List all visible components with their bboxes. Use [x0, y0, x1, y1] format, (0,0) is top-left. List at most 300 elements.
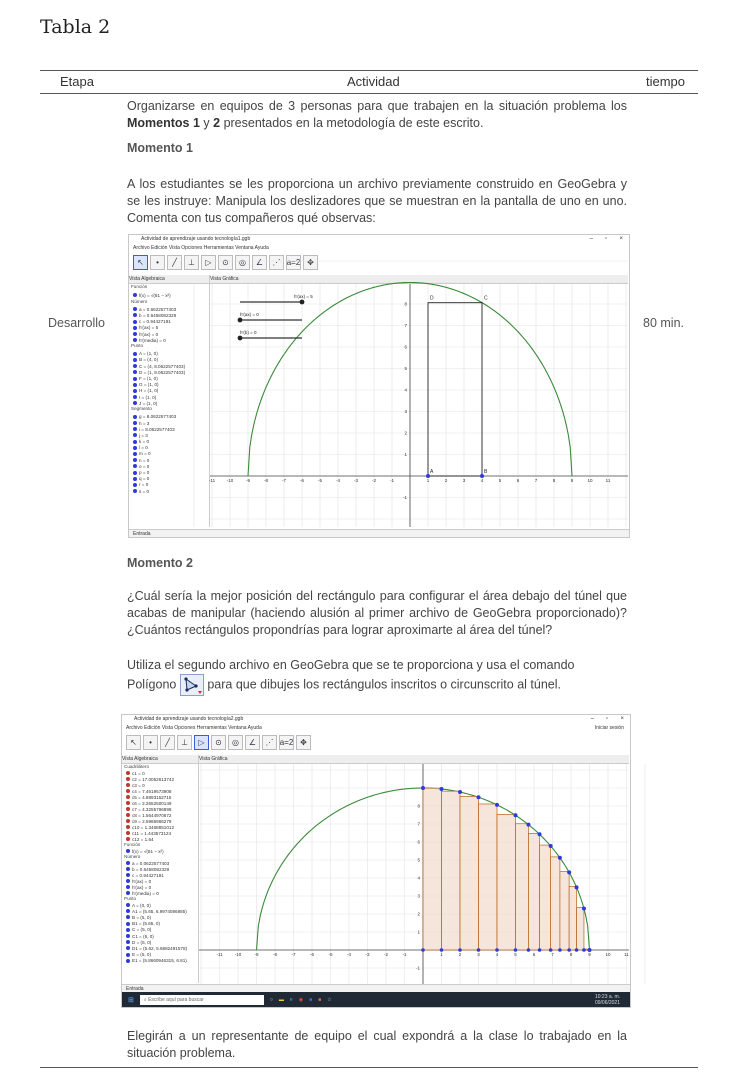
algebra-item[interactable]: c10 = 1.3468851012 [122, 824, 198, 830]
visibility-dot-icon[interactable] [133, 427, 137, 431]
y-tick-label: -1 [402, 495, 407, 500]
intro-paragraph: Organizarse en equipos de 3 personas para que trabajen en la situación problema los Momentos 1 y 2 presentados en la metodología de este escrito. [127, 99, 627, 130]
x-tick-label: 1 [426, 478, 430, 483]
x-tick-label: 11 [605, 478, 611, 483]
visibility-dot-icon[interactable] [126, 946, 130, 950]
taskbar-search[interactable]: ⌕ Escribe aquí para buscar [140, 995, 264, 1005]
visibility-dot-icon[interactable] [133, 313, 137, 317]
algebra-item[interactable]: k = 0 [129, 439, 209, 445]
geogebra-screenshot-1 [128, 234, 630, 538]
curve-point [440, 787, 444, 791]
visibility-dot-icon[interactable] [126, 795, 130, 799]
x-tick-label: -7 [281, 478, 287, 483]
algebra-item[interactable]: h'(ax) = 0 [129, 331, 209, 337]
visibility-dot-icon[interactable] [126, 777, 130, 781]
rectangle-abcd [428, 303, 482, 476]
word-icon[interactable]: ■ [309, 996, 313, 1003]
y-tick-label: 8 [417, 803, 420, 809]
visibility-dot-icon[interactable] [133, 307, 137, 311]
geogebra-screenshot-2 [121, 714, 631, 1008]
angle-tool-icon[interactable]: ∠ [245, 735, 260, 750]
curve-point [526, 823, 530, 827]
algebra-item[interactable]: A = (0, 0) [122, 902, 198, 908]
slider-handle [238, 318, 243, 323]
x-tick-label: 9 [570, 478, 574, 483]
menu-bar[interactable]: Archivo Edición Vista Opciones Herramientas Ventana Ayuda [133, 245, 269, 251]
visibility-dot-icon[interactable] [126, 940, 130, 944]
y-tick-label: 3 [404, 409, 407, 414]
line-tool-icon[interactable]: ╱ [160, 735, 175, 750]
algebra-item[interactable]: C1 = (6, 0) [122, 933, 198, 939]
visibility-dot-icon[interactable] [133, 389, 137, 393]
algebra-item[interactable]: b = 0.6458082329 [129, 312, 209, 318]
axis-point [495, 948, 499, 952]
y-tick-label: 7 [404, 323, 407, 328]
toolbar [129, 252, 629, 272]
algebra-item[interactable]: o = 0 [129, 463, 209, 469]
x-tick-label: 3 [462, 478, 466, 483]
move-view-tool-icon[interactable]: ✥ [303, 255, 318, 270]
visibility-dot-icon[interactable] [126, 934, 130, 938]
visibility-dot-icon[interactable] [126, 885, 130, 889]
algebra-item[interactable]: c8 = 1.5644970672 [122, 812, 198, 818]
x-tick-label: -3 [353, 478, 359, 483]
algebra-item[interactable]: D = (1, 8.0622577403) [129, 369, 209, 375]
inscribed-rectangle [442, 791, 461, 950]
x-tick-label: -6 [309, 952, 315, 957]
visibility-dot-icon[interactable] [133, 370, 137, 374]
x-tick-label: -9 [254, 952, 259, 957]
algebra-item[interactable]: c6 = 2.2652500149 [122, 800, 198, 806]
momento1-heading: Momento 1 [127, 141, 193, 155]
line-tool-icon[interactable]: ╱ [167, 255, 182, 270]
x-tick-label: -10 [226, 478, 234, 483]
x-tick-label: -6 [299, 478, 305, 483]
algebra-item[interactable]: c = 0.94427191 [129, 319, 209, 325]
window-titlebar-2 [122, 715, 630, 724]
algebra-item[interactable]: h'(ax) = 5 [129, 325, 209, 331]
x-tick-label: -11 [216, 952, 223, 957]
close-icon[interactable]: × [619, 236, 623, 242]
move-view-tool-icon[interactable]: ✥ [296, 735, 311, 750]
visibility-dot-icon[interactable] [133, 477, 137, 481]
y-tick-label: -1 [415, 965, 420, 971]
algebra-item[interactable]: s = 0 [129, 488, 209, 494]
visibility-dot-icon[interactable] [133, 433, 137, 437]
axis-point [558, 948, 562, 952]
algebra-item[interactable]: j = 3 [129, 432, 209, 438]
y-tick-label: 6 [404, 344, 407, 350]
curve-point [558, 856, 562, 860]
visibility-dot-icon[interactable] [133, 489, 137, 493]
x-tick-label: -3 [365, 952, 370, 957]
visibility-dot-icon[interactable] [126, 922, 130, 926]
algebra-item[interactable]: a = 0.0622577403 [122, 860, 198, 866]
x-tick-label: 11 [624, 952, 629, 957]
visibility-dot-icon[interactable] [126, 819, 130, 823]
input-bar-2[interactable]: Entrada [122, 984, 630, 992]
algebra-item[interactable]: C = (5, 0) [122, 927, 198, 933]
header-time: tiempo [646, 74, 686, 89]
graphics-view-1[interactable] [210, 284, 628, 527]
x-tick-label: 10 [587, 478, 593, 483]
group-numero: Número [131, 298, 148, 304]
algebra-item[interactable]: i = 8.0622577403 [129, 426, 209, 432]
algebra-item[interactable]: n = 0 [129, 457, 209, 463]
login-link[interactable]: Iniciar sesión [594, 725, 624, 731]
algebra-item[interactable]: p = 0 [129, 469, 209, 475]
curve-point [575, 885, 579, 889]
axis-point [421, 948, 425, 952]
curve-point [495, 803, 499, 807]
algebra-item[interactable]: E = (5, 0) [122, 952, 198, 958]
header-stage: Etapa [60, 74, 94, 89]
curve-point [477, 795, 481, 799]
algebra-item[interactable]: a = 0.6622577403 [129, 306, 209, 312]
move-tool-icon[interactable]: ↖ [126, 735, 141, 750]
edge-icon[interactable]: e [289, 996, 293, 1003]
y-tick-label: 5 [404, 366, 407, 371]
algebra-item[interactable]: I = (1, 0) [129, 394, 209, 400]
point-label: C [484, 295, 488, 302]
inscribed-rectangle [460, 796, 479, 950]
algebra-item[interactable]: q = 0 [129, 476, 209, 482]
algebra-panel-title: Vista Algebraica [129, 275, 209, 284]
momento2-heading: Momento 2 [127, 556, 193, 570]
algebra-item[interactable]: B = (5, 0) [122, 914, 198, 920]
search-icon: ⌕ [143, 996, 147, 1003]
visibility-dot-icon[interactable] [133, 458, 137, 462]
stage-cell: Desarrollo [48, 316, 105, 330]
visibility-dot-icon[interactable] [133, 421, 137, 425]
task-view-icon[interactable]: ○ [269, 996, 273, 1003]
visibility-dot-icon[interactable] [126, 789, 130, 793]
algebra-item[interactable]: H = (1, 0) [129, 388, 209, 394]
point-label: B [484, 469, 488, 475]
minimize-icon[interactable]: – [589, 236, 593, 242]
x-tick-label: 9 [588, 952, 591, 957]
inscribed-rectangle [423, 788, 442, 950]
x-tick-label: 5 [498, 478, 502, 483]
group-numero-2: Número [124, 854, 141, 859]
algebra-item[interactable]: h'(ax) = 0 [122, 884, 198, 890]
x-tick-label: 6 [532, 952, 536, 957]
y-tick-label: 3 [417, 893, 420, 899]
slider-label: h'(ax) = 5 [294, 294, 313, 299]
chrome-icon[interactable]: ◉ [298, 996, 304, 1003]
angle-tool-icon[interactable]: ∠ [252, 255, 267, 270]
y-tick-label: 2 [417, 911, 420, 917]
minimize-icon[interactable]: – [590, 716, 594, 722]
y-tick-label: 8 [404, 301, 407, 307]
inscribed-rectangle [560, 871, 569, 950]
x-tick-label: 7 [534, 478, 538, 483]
closing-paragraph: Elegirán a un representante de equipo el cual expondrá a la clase lo trabajado en la situación problema. [127, 1029, 627, 1060]
visibility-dot-icon[interactable] [133, 383, 137, 387]
slider-tool-icon[interactable]: a=2 [279, 735, 294, 750]
visibility-dot-icon[interactable] [133, 332, 137, 336]
momento2-question: ¿Cuál sería la mejor posición del rectángulo para configurar el área debajo del túnel que acabas de manipular (haciendo alusión al primer archivo de GeoGebra proporcionado)? ¿Cuántos rectángulos propondrías para lograr aproximarte al área del túnel? [127, 589, 627, 637]
reflect-tool-icon[interactable]: ⋰ [262, 735, 277, 750]
function-item-2[interactable]: f(x) = √(81 − x²) [122, 848, 198, 854]
inscribed-rectangle [528, 833, 539, 950]
visibility-dot-icon[interactable] [133, 377, 137, 381]
time-cell: 80 min. [643, 316, 684, 330]
perpendicular-tool-icon[interactable]: ⊥ [184, 255, 199, 270]
visibility-dot-icon[interactable] [126, 831, 130, 835]
visibility-dot-icon[interactable] [133, 483, 137, 487]
header-activity: Actividad [347, 74, 400, 89]
x-tick-label: -1 [402, 952, 407, 957]
polygon-tool-icon[interactable]: ▷ [201, 255, 216, 270]
visibility-dot-icon[interactable] [133, 452, 137, 456]
x-tick-label: 7 [551, 952, 554, 957]
axis-point [514, 948, 518, 952]
table-header-rule [40, 93, 698, 94]
curve-point [582, 907, 586, 911]
input-bar[interactable]: Entrada [129, 529, 629, 537]
move-tool-icon[interactable]: ↖ [133, 255, 148, 270]
algebra-item[interactable]: c1 = 0 [122, 770, 198, 776]
visibility-dot-icon[interactable] [126, 825, 130, 829]
x-tick-label: -11 [208, 478, 216, 483]
visibility-dot-icon[interactable] [126, 771, 130, 775]
visibility-dot-icon[interactable] [126, 801, 130, 805]
x-tick-label: -10 [234, 952, 242, 957]
group-segmento: Segmento [131, 406, 152, 412]
graphics-panel-title: Vista Gráfica [210, 275, 628, 284]
window-title: Actividad de aprendizaje usando tecnología1.ggb [141, 236, 251, 242]
visibility-dot-icon[interactable] [126, 915, 130, 919]
visibility-dot-icon[interactable] [133, 352, 137, 356]
algebra-item[interactable]: c3 = 0 [122, 782, 198, 788]
algebra-view [129, 275, 210, 527]
visibility-dot-icon[interactable] [126, 879, 130, 883]
function-item[interactable]: f(x) = √(81 − x²) [129, 291, 209, 298]
inscribed-rectangle [516, 824, 529, 950]
x-tick-label: -2 [383, 952, 389, 957]
algebra-item[interactable]: c4 = 7.4619573908 [122, 788, 198, 794]
visibility-dot-icon[interactable] [126, 807, 130, 811]
graphics-panel-title-2: Vista Gráfica [199, 755, 629, 764]
visibility-dot-icon[interactable] [126, 813, 130, 817]
maximize-icon[interactable]: ▫ [604, 236, 607, 242]
momento2-instruction: Utiliza el segundo archivo en GeoGebra que se te proporciona y usa el comando Polígono para que dibujes los rectángulos inscritos o circunscrito al túnel. [127, 657, 627, 696]
menu-bar-2[interactable]: Archivo Edición Vista Opciones Herramientas Ventana Ayuda Iniciar sesión [126, 725, 624, 731]
visibility-dot-icon[interactable] [126, 903, 130, 907]
visibility-dot-icon[interactable] [126, 909, 130, 913]
algebra-item[interactable]: G = (1, 0) [129, 382, 209, 388]
axis-point [440, 948, 444, 952]
visibility-dot-icon[interactable] [133, 464, 137, 468]
taskbar-clock[interactable]: 10:23 a. m. 09/06/2021 [594, 993, 620, 1006]
y-tick-label: 1 [417, 929, 420, 935]
polygon-command-icon [180, 674, 204, 696]
point-tool-icon[interactable]: • [150, 255, 165, 270]
ellipse-tool-icon[interactable]: ◎ [235, 255, 250, 270]
algebra-panel-title-2: Vista Algebraica [122, 755, 198, 764]
axis-point [567, 948, 571, 952]
x-tick-label: 3 [477, 952, 480, 957]
axis-point [549, 948, 553, 952]
algebra-item[interactable]: c12 = 1.64 [122, 836, 198, 842]
algebra-item[interactable]: c2 = 17.0052613742 [122, 776, 198, 782]
maximize-icon[interactable]: ▫ [605, 716, 608, 722]
algebra-item[interactable]: C = (4, 8.0622577403) [129, 363, 209, 369]
curve-point [549, 844, 553, 848]
x-tick-label: -8 [263, 478, 269, 483]
visibility-dot-icon[interactable] [133, 358, 137, 362]
table-title: Tabla 2 [40, 16, 111, 38]
x-tick-label: -5 [317, 478, 323, 483]
x-tick-label: -9 [245, 478, 251, 483]
algebra-item[interactable]: E1 = (5.8660946315, 6.81) [122, 958, 198, 964]
inscribed-rectangle [569, 886, 576, 950]
algebra-item[interactable]: A = (1, 0) [129, 351, 209, 357]
x-tick-label: -8 [272, 952, 278, 957]
visibility-dot-icon[interactable] [133, 401, 137, 405]
x-tick-label: 8 [552, 478, 556, 483]
algebra-item[interactable]: l = 0 [129, 445, 209, 451]
slider-label: h'(ax) = 0 [240, 312, 259, 317]
x-tick-label: -5 [328, 952, 333, 957]
x-tick-label: 8 [569, 952, 573, 957]
x-tick-label: -7 [291, 952, 296, 957]
visibility-dot-icon[interactable] [133, 338, 137, 342]
visibility-dot-icon[interactable] [126, 867, 130, 871]
point-label: A [430, 469, 434, 475]
x-tick-label: 2 [458, 952, 462, 957]
visibility-dot-icon[interactable] [133, 440, 137, 444]
visibility-dot-icon[interactable] [126, 783, 130, 787]
group-funcion: Función [131, 284, 148, 289]
axis-point [575, 948, 579, 952]
algebra-item[interactable]: D = (5, 0) [122, 939, 198, 945]
inscribed-rectangle [497, 814, 516, 950]
visibility-dot-icon[interactable] [126, 861, 130, 865]
algebra-item[interactable]: c7 = 4.3255796898 [122, 806, 198, 812]
momento1-text: A los estudiantes se les proporciona un archivo previamente construido en GeoGebra y se les instruye: Manipula los deslizadores que se muestran en la pantalla de uno en uno. Comenta con tus compañeros qué observas: [127, 177, 627, 225]
toolbar-2 [122, 732, 630, 752]
y-tick-label: 6 [417, 839, 420, 845]
circle-tool-icon[interactable]: ⊙ [211, 735, 226, 750]
visibility-dot-icon[interactable] [126, 891, 130, 895]
slider-tool-icon[interactable]: a=2 [286, 255, 301, 270]
table-top-rule [40, 70, 698, 71]
algebra-item[interactable]: B = (4, 0) [129, 357, 209, 363]
file-explorer-icon[interactable]: ▬ [278, 996, 284, 1003]
slider-handle [238, 336, 243, 341]
algebra-item[interactable]: r = 0 [129, 482, 209, 488]
visibility-dot-icon[interactable] [126, 959, 130, 963]
algebra-item[interactable]: c = 0.94427191 [122, 872, 198, 878]
curve-point [421, 786, 425, 790]
visibility-dot-icon[interactable] [126, 837, 130, 841]
axis-point [477, 948, 481, 952]
visibility-dot-icon[interactable] [133, 364, 137, 368]
curve-point [567, 870, 571, 874]
polygon-tool-icon[interactable]: ▷ [194, 735, 209, 750]
powerpoint-icon[interactable]: ■ [318, 996, 322, 1003]
geogebra-icon[interactable]: ☆ [327, 996, 332, 1003]
visibility-dot-icon[interactable] [133, 395, 137, 399]
windows-taskbar [122, 992, 630, 1007]
window-title-2: Actividad de aprendizaje usando tecnología2.ggb [134, 716, 244, 722]
algebra-item[interactable]: A1 = (5.65, 6.9974086885) [122, 908, 198, 914]
visibility-dot-icon[interactable] [133, 471, 137, 475]
x-tick-label: 2 [444, 478, 448, 483]
algebra-item[interactable]: m = 0 [129, 451, 209, 457]
algebra-item[interactable]: h'(media) = 0 [129, 337, 209, 343]
algebra-item[interactable]: c9 = 2.5986966279 [122, 818, 198, 824]
close-icon[interactable]: × [620, 716, 624, 722]
algebra-item[interactable]: c5 = 4.8893152715 [122, 794, 198, 800]
inscribed-rectangle [577, 908, 584, 950]
y-tick-label: 4 [404, 387, 407, 393]
slider-label: h'(b) = 0 [240, 330, 257, 335]
algebra-item[interactable]: c11 = 1.443573124 [122, 830, 198, 836]
algebra-item[interactable]: D1 = (5.62, 5.6882491578) [122, 945, 198, 951]
algebra-item[interactable]: h'(media) = 0 [122, 890, 198, 896]
x-tick-label: 5 [514, 952, 517, 957]
x-tick-label: -2 [371, 478, 377, 483]
slider-handle [300, 300, 305, 305]
group-punto: Punto [131, 343, 144, 349]
reflect-tool-icon[interactable]: ⋰ [269, 255, 284, 270]
x-tick-label: 1 [440, 952, 443, 957]
windows-start-icon[interactable]: ⊞ [128, 996, 134, 1004]
y-tick-label: 7 [417, 821, 420, 827]
table-bottom-rule [40, 1067, 698, 1068]
inscribed-rectangle [479, 804, 498, 950]
visibility-dot-icon[interactable] [133, 415, 137, 419]
visibility-dot-icon[interactable] [126, 873, 130, 877]
curve-point [458, 790, 462, 794]
visibility-dot-icon[interactable] [126, 953, 130, 957]
visibility-dot-icon[interactable] [133, 446, 137, 450]
circle-tool-icon[interactable]: ⊙ [218, 255, 233, 270]
visibility-dot-icon[interactable] [133, 326, 137, 330]
y-tick-label: 2 [404, 430, 407, 436]
algebra-item[interactable]: F = (1, 0) [129, 375, 209, 381]
group-cuadrilatero: Cuadrilátero [124, 764, 150, 769]
perpendicular-tool-icon[interactable]: ⊥ [177, 735, 192, 750]
axis-point [538, 948, 542, 952]
algebra-item[interactable]: h = 3 [129, 420, 209, 426]
algebra-item[interactable]: h'(ax) = 0 [122, 878, 198, 884]
group-punto-2: Punto [124, 896, 137, 901]
visibility-dot-icon[interactable] [126, 928, 130, 932]
algebra-item[interactable]: B1 = (5.65, 0) [122, 921, 198, 927]
graphics-view-2[interactable] [199, 764, 629, 984]
x-tick-label: -4 [346, 952, 352, 957]
x-tick-label: 6 [516, 478, 520, 483]
axis-point [588, 948, 592, 952]
curve-point [514, 813, 518, 817]
algebra-view-2 [122, 755, 199, 983]
curve-point [538, 832, 542, 836]
point-tool-icon[interactable]: • [143, 735, 158, 750]
x-tick-label: 4 [495, 952, 499, 957]
x-tick-label: -4 [335, 478, 341, 483]
ellipse-tool-icon[interactable]: ◎ [228, 735, 243, 750]
axis-point [582, 948, 586, 952]
x-tick-label: 10 [605, 952, 611, 957]
algebra-item[interactable]: b = 0.6458082329 [122, 866, 198, 872]
algebra-item[interactable]: J = (1, 0) [129, 400, 209, 406]
visibility-dot-icon[interactable] [133, 320, 137, 324]
algebra-item[interactable]: g = 8.0622577403 [129, 414, 209, 420]
